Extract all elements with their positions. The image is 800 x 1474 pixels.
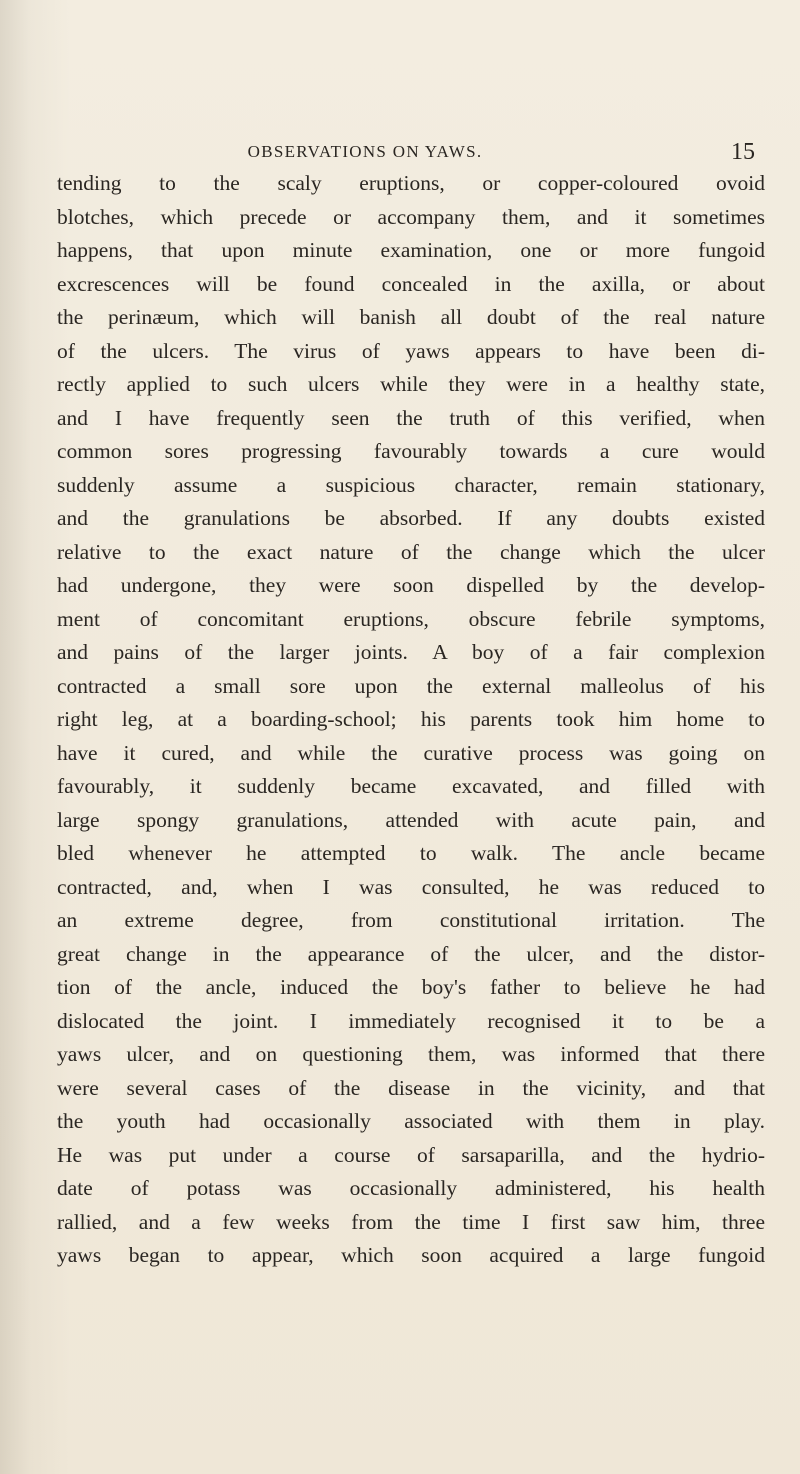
text-line: happens, that upon minute examination, one or more fungoid xyxy=(57,238,765,262)
text-line: date of potass was occasionally administered, his health xyxy=(57,1176,765,1200)
text-line: dislocated the joint. I immediately recognised it to be a xyxy=(57,1008,765,1033)
text-line: tion of the ancle, induced the boy's father to believe he had xyxy=(57,975,765,999)
text-line: rectly applied to such ulcers while they were in a healthy state, xyxy=(57,372,765,396)
text-line: the youth had occasionally associated with them in play. xyxy=(57,1109,765,1133)
text-line: have it cured, and while the curative process was going on xyxy=(57,740,765,765)
text-line: yaws ulcer, and on questioning them, was informed that there xyxy=(57,1042,765,1066)
text-line: great change in the appearance of the ulcer, and the distor- xyxy=(57,941,765,966)
text-line: He was put under a course of sarsaparilla, and the hydrio- xyxy=(57,1142,765,1167)
text-line: bled whenever he attempted to walk. The ancle became xyxy=(57,841,765,865)
text-line: right leg, at a boarding-school; his parents took him home to xyxy=(57,707,765,731)
page-number: 15 xyxy=(731,139,755,165)
text-line: and pains of the larger joints. A boy of a fair complexion xyxy=(57,640,765,664)
text-line: an extreme degree, from constitutional irritation. The xyxy=(57,908,765,932)
text-line: favourably, it suddenly became excavated, and filled with xyxy=(57,774,765,798)
text-line: common sores progressing favourably towards a cure would xyxy=(57,439,765,463)
text-line: and I have frequently seen the truth of this verified, when xyxy=(57,405,765,430)
text-line: blotches, which precede or accompany them, and it sometimes xyxy=(57,204,765,229)
text-line: tending to the scaly eruptions, or copper-coloured ovoid xyxy=(57,171,765,195)
running-head: OBSERVATIONS ON YAWS. xyxy=(247,142,483,161)
text-line: had undergone, they were soon dispelled by the develop- xyxy=(57,573,765,597)
text-line: the perinæum, which will banish all doubt of the real nature xyxy=(57,305,765,329)
text-line: suddenly assume a suspicious character, remain stationary, xyxy=(57,472,765,497)
text-line: large spongy granulations, attended with acute pain, and xyxy=(57,807,765,832)
text-line: contracted, and, when I was consulted, he was reduced to xyxy=(57,874,765,899)
text-line: excrescences will be found concealed in the axilla, or about xyxy=(57,271,765,296)
text-line: contracted a small sore upon the external malleolus of his xyxy=(57,673,765,698)
text-line: ment of concomitant eruptions, obscure febrile symptoms, xyxy=(57,606,765,631)
text-line: of the ulcers. The virus of yaws appears to have been di- xyxy=(57,338,765,363)
page-header xyxy=(0,137,800,167)
text-line: yaws began to appear, which soon acquired a large fungoid xyxy=(57,1243,765,1267)
body-text xyxy=(57,167,765,1273)
text-line: were several cases of the disease in the vicinity, and that xyxy=(57,1075,765,1100)
text-line: and the granulations be absorbed. If any doubts existed xyxy=(57,506,765,530)
text-line: relative to the exact nature of the change which the ulcer xyxy=(57,539,765,564)
text-line: rallied, and a few weeks from the time I first saw him, three xyxy=(57,1209,765,1234)
